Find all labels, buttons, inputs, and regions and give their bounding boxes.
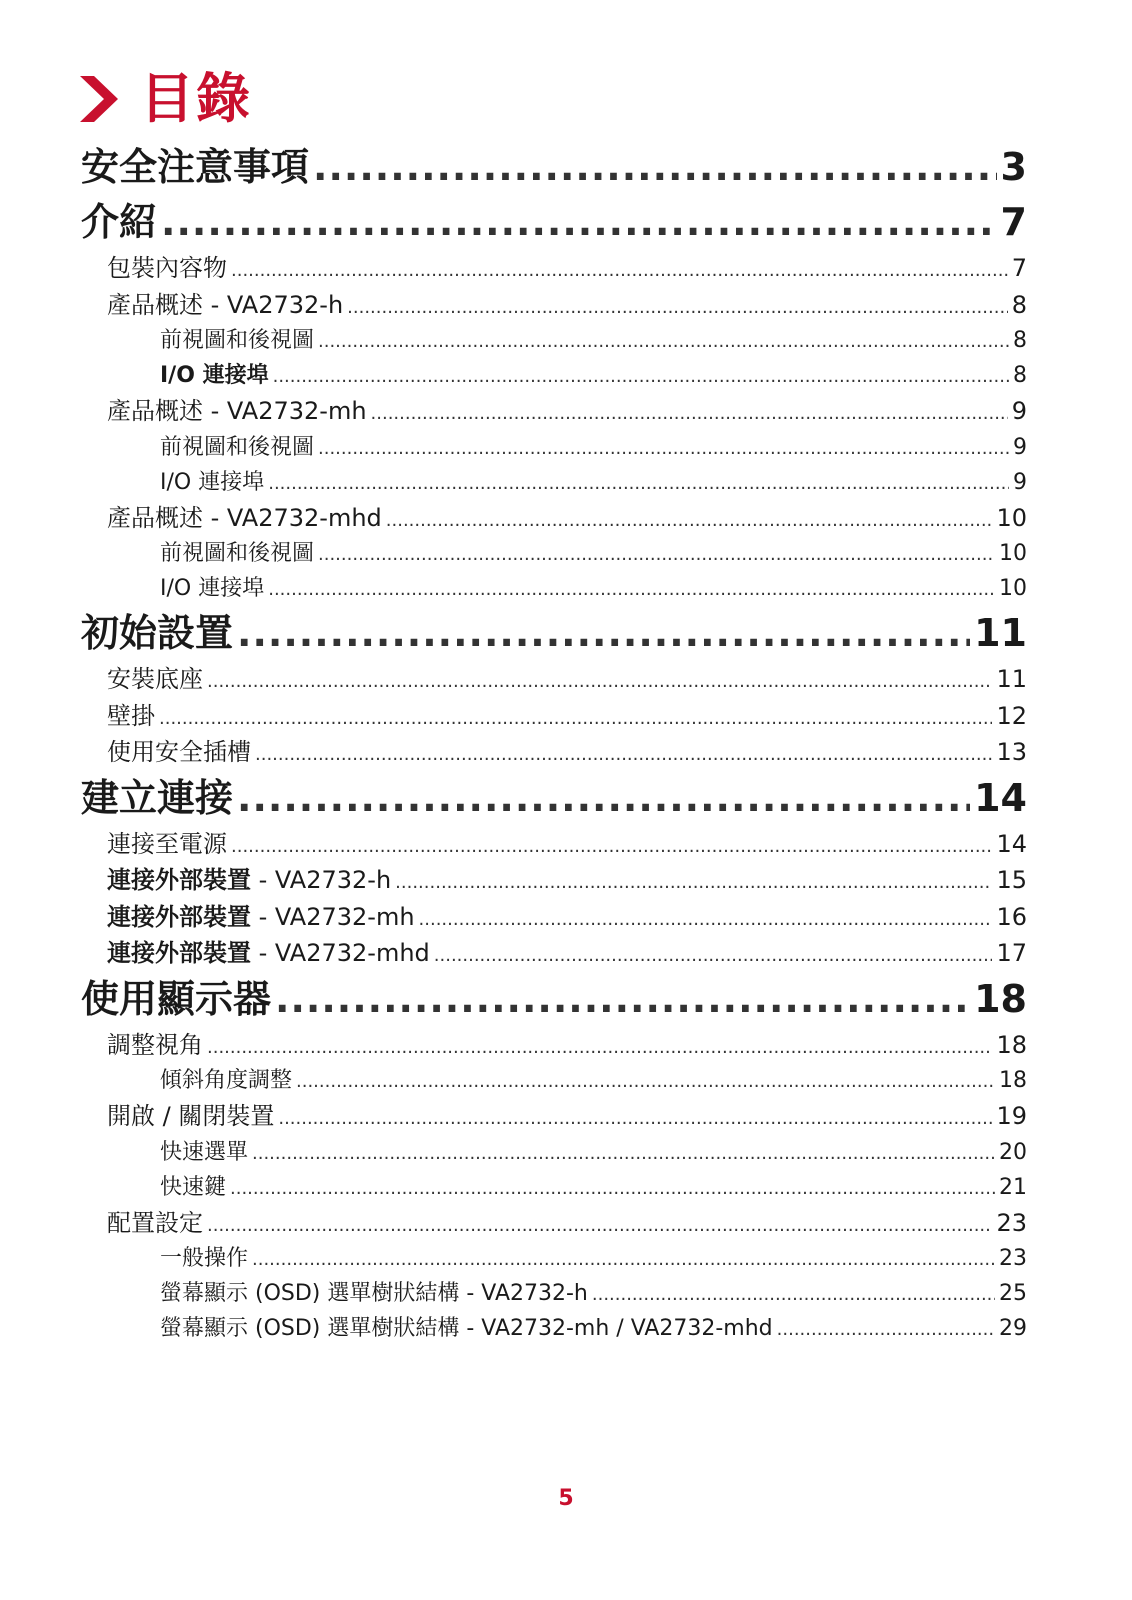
toc-entry-title: 介紹 [81, 200, 158, 244]
toc-entry[interactable] [81, 1063, 1027, 1098]
toc-entry[interactable] [81, 287, 1027, 324]
dot-leader [268, 466, 1009, 500]
toc-entry[interactable] [81, 1135, 1027, 1170]
toc-entry[interactable] [81, 250, 1027, 287]
toc-entry-page-number: 7 [1000, 200, 1027, 244]
toc-entry-page-number: 3 [1000, 145, 1027, 189]
dot-leader [296, 1064, 995, 1098]
dot-leader [273, 359, 1009, 393]
toc-entry[interactable] [81, 465, 1027, 500]
toc-entry-title: 連接外部裝置 [107, 902, 251, 931]
toc-entry-title: I/O 連接埠 [160, 469, 265, 495]
toc-entry-title: 一般操作 [160, 1246, 249, 1271]
toc-entry[interactable] [81, 661, 1027, 698]
dot-leader [318, 537, 995, 571]
toc-entry-title: 連接外部裝置 [107, 939, 251, 967]
toc-entry-title: 包裝內容物 [107, 254, 227, 282]
toc-entry-title: 前視圖和後視圖 [160, 541, 315, 566]
toc-entry-title: 使用顯示器 [81, 976, 272, 1021]
toc-entry-model-suffix: - VA2732-mhd [251, 939, 430, 967]
dot-leader [230, 1171, 995, 1205]
toc-entry-page-number: 11 [996, 665, 1027, 693]
toc-entry[interactable] [81, 393, 1027, 430]
toc-entry-label [160, 571, 264, 606]
toc-entry-page-number: 7 [1011, 254, 1027, 282]
dot-leader [237, 606, 970, 661]
toc-entry[interactable] [81, 430, 1027, 465]
toc-entry-label [160, 358, 269, 393]
toc-entry-label [107, 1027, 203, 1064]
dot-leader [252, 1242, 995, 1276]
dot-leader [386, 503, 993, 537]
toc-entry-title: 產品概述 - VA2732-h [107, 290, 344, 319]
toc-entry-title: 安裝底座 [107, 665, 203, 693]
dot-leader [313, 140, 997, 195]
toc-entry-model-suffix: - VA2732-mh [251, 902, 415, 931]
dot-leader [207, 1030, 992, 1064]
toc-entry-title: 初始設置 [81, 611, 234, 655]
toc-entry[interactable] [81, 323, 1027, 358]
toc-entry-title: 調整視角 [107, 1030, 203, 1059]
toc-entry-label [107, 734, 251, 771]
toc-entry[interactable] [81, 698, 1027, 735]
toc-entry-label [160, 1276, 588, 1311]
toc-entry-page-number: 12 [996, 701, 1027, 730]
toc-entry-page-number: 14 [974, 775, 1027, 820]
toc-entry-page-number: 17 [996, 939, 1027, 967]
dot-leader [161, 195, 997, 250]
dot-leader [159, 701, 992, 735]
dot-leader [419, 902, 993, 936]
dot-leader [275, 972, 970, 1027]
toc-entry-title: 傾斜角度調整 [160, 1068, 293, 1093]
toc-entry-page-number: 20 [999, 1139, 1027, 1165]
toc-entry-page-number: 10 [999, 576, 1027, 601]
toc-entry[interactable] [81, 826, 1027, 863]
toc-entry-title: 配置設定 [107, 1208, 203, 1237]
toc-entry-title: 連接至電源 [107, 829, 227, 858]
dot-leader [268, 572, 995, 606]
toc-entry[interactable] [81, 358, 1027, 393]
toc-entry[interactable] [81, 1170, 1027, 1205]
toc-entry-page-number: 18 [974, 976, 1027, 1021]
toc-entry[interactable] [81, 1098, 1027, 1135]
toc-entry-label [107, 698, 155, 735]
toc-entry-label [81, 140, 309, 195]
toc-entry-title: 連接外部裝置 [107, 866, 251, 894]
page-header [80, 66, 252, 132]
toc-entry-page-number: 8 [1013, 363, 1027, 388]
dot-leader [207, 1208, 992, 1242]
toc-entry-label [107, 862, 391, 899]
toc-entry-label [160, 1241, 248, 1276]
page-number: 5 [558, 1486, 574, 1511]
toc-entry-model-suffix: - VA2732-h [251, 866, 392, 894]
toc-entry[interactable] [81, 862, 1027, 899]
toc-entry-label [107, 661, 203, 698]
toc-entry-label [160, 323, 314, 358]
table-of-contents [81, 140, 1027, 1346]
toc-entry[interactable] [81, 1311, 1027, 1346]
toc-entry[interactable] [81, 935, 1027, 972]
dot-leader [237, 771, 970, 826]
toc-entry-page-number: 25 [999, 1281, 1027, 1306]
toc-entry[interactable] [81, 734, 1027, 771]
toc-entry-label [81, 195, 157, 250]
dot-leader [231, 829, 992, 863]
toc-entry-label [81, 972, 271, 1027]
dot-leader [592, 1277, 995, 1311]
dot-leader [347, 290, 1008, 324]
toc-entry-page-number: 8 [1013, 328, 1027, 353]
toc-entry-label [107, 287, 343, 324]
toc-entry-title: 安全注意事項 [81, 145, 310, 189]
toc-entry[interactable] [81, 1027, 1027, 1064]
toc-entry-page-number: 9 [1013, 434, 1027, 460]
toc-entry-label [81, 771, 233, 826]
toc-entry[interactable] [81, 1241, 1027, 1276]
toc-entry[interactable] [81, 140, 1027, 195]
toc-entry-page-number: 23 [996, 1208, 1027, 1237]
toc-entry-page-number: 21 [999, 1174, 1027, 1200]
toc-entry-title: I/O 連接埠 [160, 363, 269, 388]
toc-entry[interactable] [81, 899, 1027, 936]
toc-entry-page-number: 13 [996, 738, 1027, 766]
chevron-right-icon [80, 76, 118, 122]
toc-entry[interactable] [81, 1205, 1027, 1242]
toc-entry-label [160, 1311, 773, 1346]
dot-leader [371, 396, 1008, 430]
toc-entry-title: 螢幕顯示 (OSD) 選單樹狀結構 - VA2732-h [160, 1281, 588, 1306]
toc-entry-label [107, 500, 382, 537]
toc-entry-label [107, 899, 415, 936]
toc-entry-page-number: 19 [996, 1102, 1027, 1130]
toc-entry-label [160, 430, 314, 465]
toc-entry-label [160, 1063, 292, 1098]
toc-entry-label [107, 935, 430, 972]
toc-entry-title: I/O 連接埠 [160, 576, 265, 601]
toc-entry-label [160, 1170, 226, 1205]
toc-entry-page-number: 15 [996, 866, 1027, 894]
toc-entry-title: 建立連接 [81, 775, 234, 820]
toc-entry[interactable] [81, 606, 1027, 661]
toc-entry[interactable] [81, 500, 1027, 537]
dot-leader [318, 431, 1009, 465]
toc-entry-label [160, 1135, 248, 1170]
toc-entry-page-number: 29 [999, 1316, 1027, 1341]
toc-entry-page-number: 10 [999, 541, 1027, 566]
dot-leader [395, 865, 992, 899]
toc-entry-page-number: 8 [1011, 290, 1027, 319]
dot-leader [777, 1312, 995, 1346]
toc-entry-title: 使用安全插槽 [107, 738, 251, 766]
toc-entry-page-number: 9 [1013, 469, 1027, 495]
toc-entry[interactable] [81, 195, 1027, 250]
page-title: 目錄 [140, 67, 252, 130]
toc-entry-page-number: 23 [999, 1246, 1027, 1271]
toc-entry-page-number: 10 [996, 503, 1027, 532]
toc-entry-page-number: 16 [996, 902, 1027, 931]
toc-entry-label [107, 393, 367, 430]
toc-entry-page-number: 11 [974, 611, 1027, 655]
dot-leader [231, 253, 1008, 287]
dot-leader [278, 1101, 992, 1135]
toc-entry-title: 快速鍵 [160, 1174, 227, 1200]
toc-entry-title: 開啟 / 關閉裝置 [107, 1102, 275, 1130]
toc-entry-title: 螢幕顯示 (OSD) 選單樹狀結構 - VA2732-mh / VA2732-mhd [160, 1316, 773, 1341]
toc-entry-label [107, 826, 227, 863]
dot-leader [207, 664, 992, 698]
toc-entry[interactable] [81, 972, 1027, 1027]
toc-entry-title: 產品概述 - VA2732-mh [107, 397, 367, 425]
toc-entry[interactable] [81, 536, 1027, 571]
toc-entry-label [160, 536, 314, 571]
toc-entry-title: 快速選單 [160, 1139, 249, 1165]
toc-entry-label [160, 465, 264, 500]
toc-entry-title: 前視圖和後視圖 [160, 328, 315, 353]
toc-entry-page-number: 14 [996, 829, 1027, 858]
toc-entry-title: 產品概述 - VA2732-mhd [107, 503, 382, 532]
dot-leader [252, 1136, 995, 1170]
toc-entry-title: 前視圖和後視圖 [160, 434, 315, 460]
toc-entry-label [107, 250, 227, 287]
toc-entry-label [107, 1205, 203, 1242]
toc-entry-page-number: 18 [996, 1030, 1027, 1059]
dot-leader [255, 737, 992, 771]
toc-entry-label [107, 1098, 274, 1135]
toc-entry-label [81, 606, 233, 661]
dot-leader [318, 324, 1009, 358]
toc-entry[interactable] [81, 1276, 1027, 1311]
toc-entry-page-number: 18 [999, 1068, 1027, 1093]
toc-entry[interactable] [81, 771, 1027, 826]
dot-leader [434, 938, 993, 972]
toc-entry-page-number: 9 [1011, 397, 1027, 425]
toc-entry-title: 壁掛 [107, 701, 155, 730]
toc-entry[interactable] [81, 571, 1027, 606]
